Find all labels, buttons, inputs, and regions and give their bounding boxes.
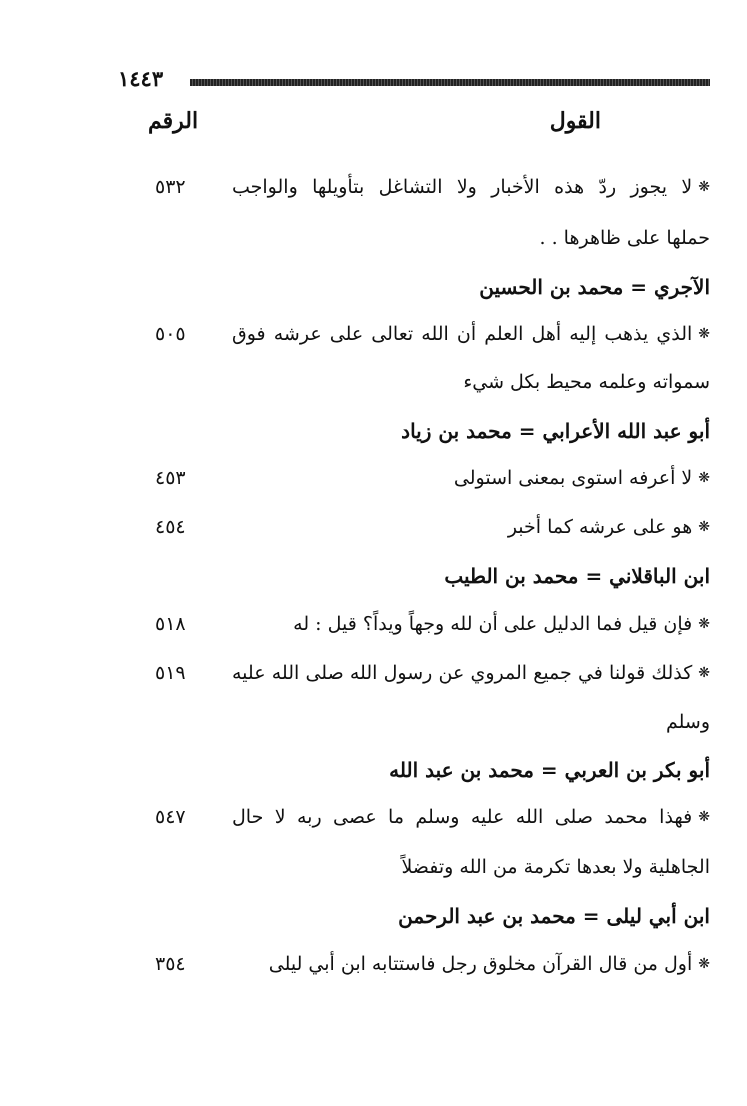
author-heading: الآجري = محمد بن الحسين xyxy=(479,275,710,299)
entry-number: ٥١٩ xyxy=(155,662,186,684)
entry-number: ٣٥٤ xyxy=(155,953,186,975)
entry-number: ٥٣٢ xyxy=(155,176,186,198)
entry-line: ❋لا أعرفه استوى بمعنى استولى xyxy=(453,467,710,489)
bullet-icon: ❋ xyxy=(698,616,710,632)
author-heading: أبو عبد الله الأعرابي = محمد بن زياد xyxy=(401,419,710,443)
entry-line: الجاهلية ولا بعدها تكرمة من الله وتفضلاً xyxy=(401,856,710,878)
entry-line: ❋لا يجوز ردّ هذه الأخبار ولا التشاغل بتأويلها والواجب xyxy=(232,176,710,198)
author-heading: ابن أبي ليلى = محمد بن عبد الرحمن xyxy=(398,904,710,928)
bullet-icon: ❋ xyxy=(698,519,710,535)
entry-number: ٥٠٥ xyxy=(155,323,186,345)
entry-line: ❋فإن قيل فما الدليل على أن لله وجهاً ويداً؟ قيل : له xyxy=(293,613,710,635)
entry-line: ❋هو على عرشه كما أخبر xyxy=(507,516,710,538)
entry-number: ٥١٨ xyxy=(155,613,186,635)
bullet-icon: ❋ xyxy=(698,179,710,195)
entry-line: ❋كذلك قولنا في جميع المروي عن رسول الله صلى الله عليه xyxy=(232,662,710,684)
author-heading: ابن الباقلاني = محمد بن الطيب xyxy=(444,564,710,588)
bullet-icon: ❋ xyxy=(698,956,710,972)
entry-number: ٥٤٧ xyxy=(155,806,186,828)
entry-line: وسلم xyxy=(665,711,710,733)
column-header-number: الرقم xyxy=(148,108,199,134)
bullet-icon: ❋ xyxy=(698,470,710,486)
author-heading: أبو بكر بن العربي = محمد بن عبد الله xyxy=(389,758,710,782)
header-rule xyxy=(190,79,710,86)
entry-line: ❋فهذا محمد صلى الله عليه وسلم ما عصى ربه لا حال xyxy=(232,806,710,828)
entry-number: ٤٥٣ xyxy=(155,467,186,489)
page-number: ١٤٤٣ xyxy=(118,66,164,91)
column-header-saying: القول xyxy=(549,108,601,134)
bullet-icon: ❋ xyxy=(698,809,710,825)
entry-line: ❋الذي يذهب إليه أهل العلم أن الله تعالى على عرشه فوق xyxy=(232,323,710,345)
entry-line: ❋أول من قال القرآن مخلوق رجل فاستتابه ابن أبي ليلى xyxy=(268,953,710,975)
entry-number: ٤٥٤ xyxy=(155,516,186,538)
bullet-icon: ❋ xyxy=(698,326,710,342)
bullet-icon: ❋ xyxy=(698,665,710,681)
entry-line: سمواته وعلمه محيط بكل شيء xyxy=(463,371,710,393)
entry-line: حملها على ظاهرها . . xyxy=(539,227,710,249)
